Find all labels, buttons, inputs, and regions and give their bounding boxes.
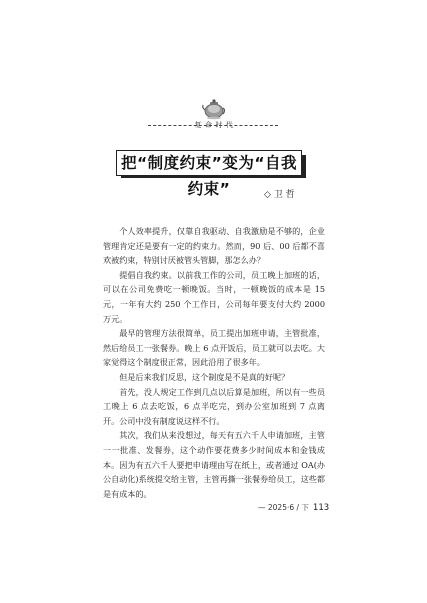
header-divider bbox=[148, 125, 278, 126]
article-title: 把“制度约束”变为“自我约束” bbox=[120, 154, 298, 198]
issue-info: — 2025·6 / 下 bbox=[258, 503, 309, 512]
diamond-icon: ◇ bbox=[264, 190, 271, 200]
byline bbox=[264, 187, 324, 200]
paragraph: 个人效率提升，仅靠自我驱动、自我激励是不够的，企业管理肯定还是要有一定的约束力。然而，90 后、00 后都不喜欢被约束，特别讨厌被管头管脚，那怎么办？ bbox=[103, 226, 325, 266]
author-name: 卫 哲 bbox=[273, 190, 295, 200]
paragraph: 提倡自我约束。以前我工作的公司，员工晚上加班的话，可以在公司免费吃一顿晚饭。当时，一顿晚饭的成本是 15 元，一年有大约 250 个工作日，公司每年要支付大约 2000 万元。 bbox=[103, 269, 325, 324]
page-number: 113 bbox=[312, 503, 330, 513]
paragraph: 其次，我们从来没想过，每天有五六千人申请加班，主管一一批准、发餐券，这个动作要花费多少时间成本和金钱成本。因为有五六千人要把申请理由写在纸上，或者通过 OA(办公自动化)系统提交给主管，主管再撕一张餐券给员工，这些都是有成本的。 bbox=[103, 430, 325, 499]
paragraph: 首先，没人规定工作到几点以后算是加班，所以有一些员工晚上 6 点去吃饭，6 点半吃完，到办公室加班到 7 点离开。公司中没有制度说这样不行。 bbox=[103, 386, 325, 426]
teapot-icon bbox=[201, 96, 227, 120]
paragraph: 最早的管理方法很简单，员工提出加班申请，主管批准，然后给员工一张餐券。晚上 6 点开饭后，员工就可以去吃。大家觉得这个制度很正常，因此沿用了很多年。 bbox=[103, 328, 325, 368]
paragraph: 但是后来我们反思，这个制度是不是真的好呢？ bbox=[119, 371, 290, 382]
column-label: 复 命 时 代 bbox=[194, 121, 234, 129]
article-body bbox=[103, 224, 325, 501]
page-footer bbox=[258, 502, 328, 513]
